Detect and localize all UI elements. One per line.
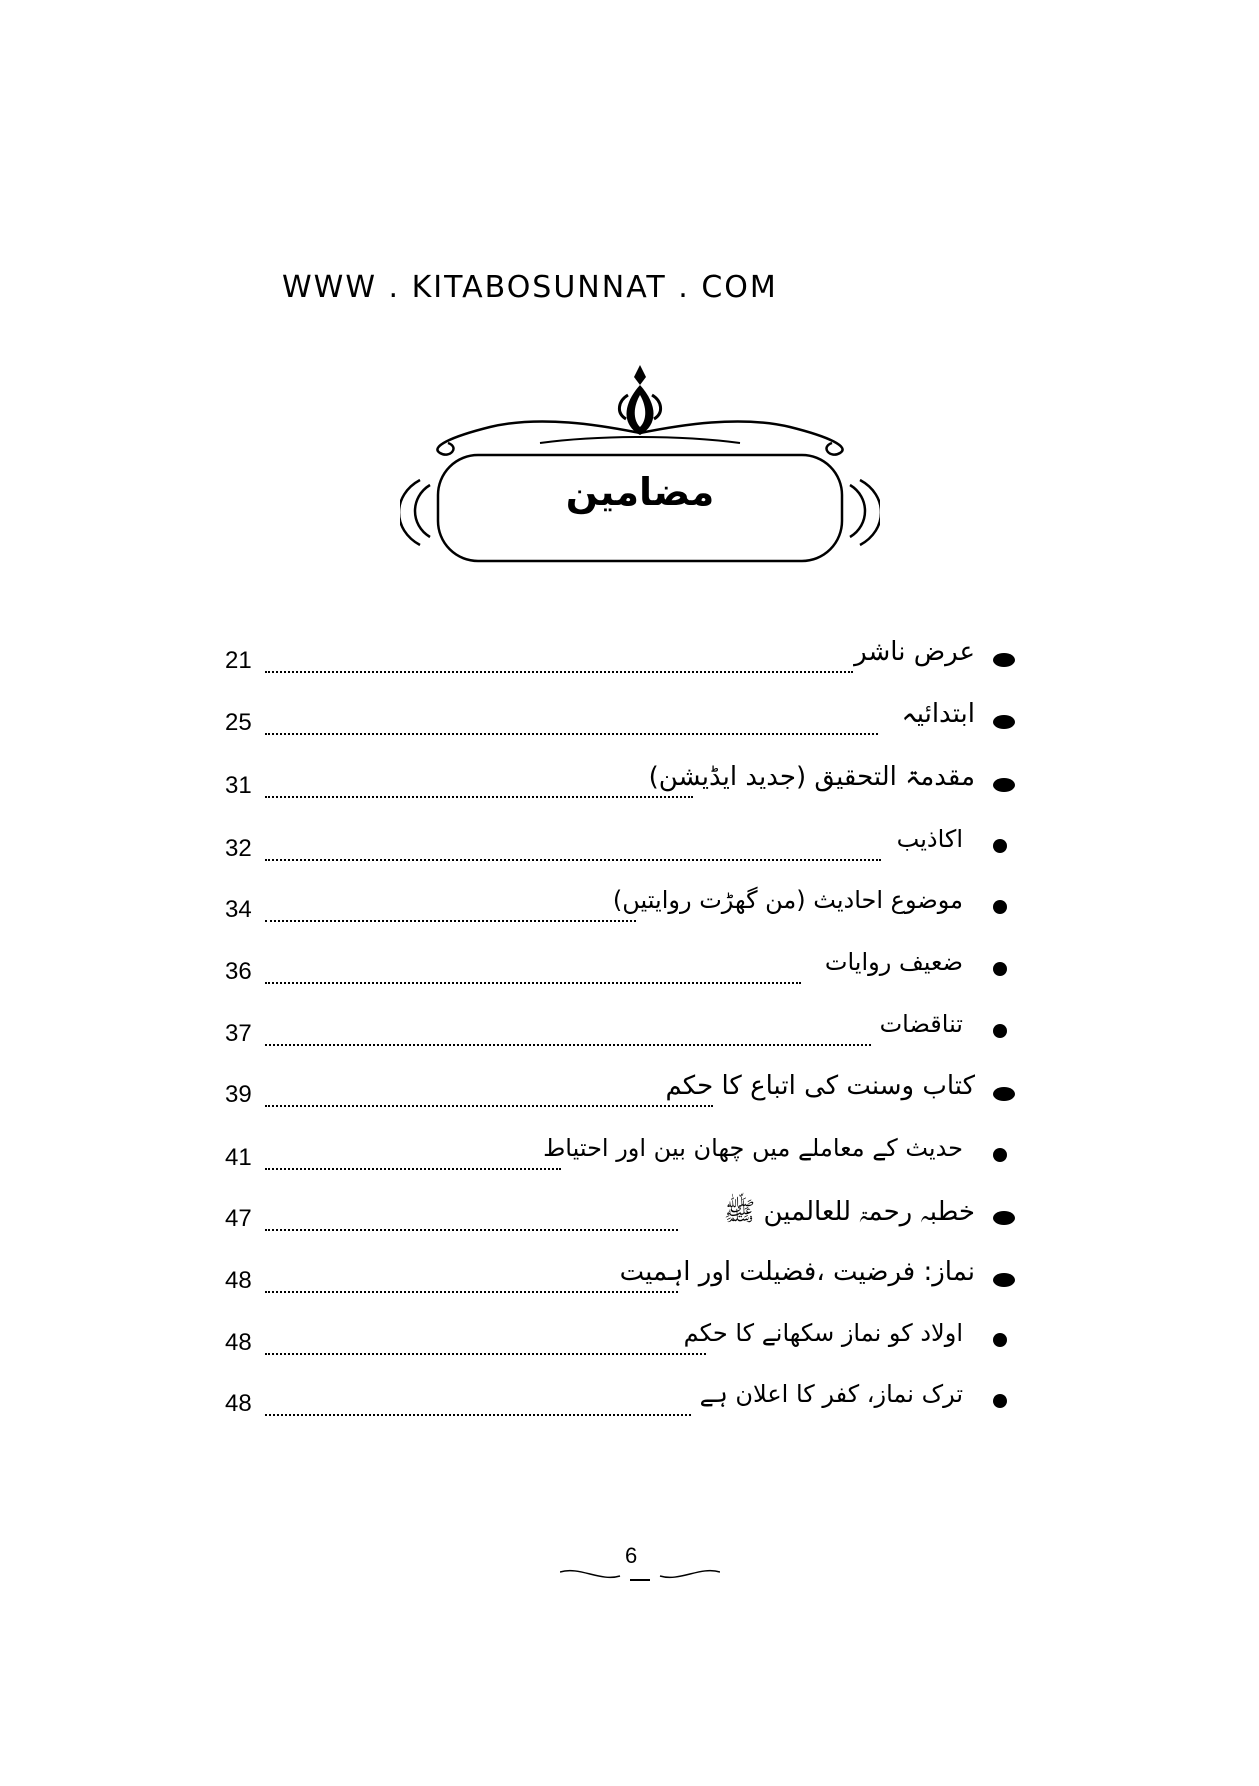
contents-heading: مضامین [565, 470, 715, 514]
toc-row [225, 1193, 1015, 1243]
bullet-icon [993, 1273, 1015, 1287]
dot-leader [265, 1085, 713, 1107]
bullet-icon [993, 1148, 1007, 1162]
dot-leader [265, 1394, 691, 1416]
toc-row [225, 760, 1015, 810]
toc-page-number: 34 [225, 896, 252, 923]
toc-page-number: 21 [225, 647, 252, 674]
toc-row [225, 1378, 1015, 1428]
footer-ornament [560, 1560, 720, 1590]
bullet-icon [993, 1333, 1007, 1347]
toc-title: ضعیف روایات [824, 948, 963, 976]
toc-title: عرض ناشر [854, 637, 975, 667]
toc-row [225, 635, 1015, 685]
bullet-icon [993, 962, 1007, 976]
dot-leader [265, 839, 881, 861]
dot-leader [265, 1024, 871, 1046]
bullet-icon [993, 653, 1015, 667]
dot-leader [265, 962, 801, 984]
toc-page-number: 48 [225, 1390, 252, 1417]
page-number: 6 [625, 1543, 638, 1568]
toc-page-number: 31 [225, 772, 252, 799]
dot-leader [265, 651, 853, 673]
bullet-icon [993, 1394, 1007, 1408]
toc-row [225, 1008, 1015, 1058]
toc-row [225, 823, 1015, 873]
toc-row [225, 884, 1015, 934]
bullet-icon [993, 1087, 1015, 1101]
toc-page-number: 47 [225, 1205, 252, 1232]
toc-title: تناقضات [879, 1010, 963, 1038]
toc-page-number: 25 [225, 709, 252, 736]
dot-leader [265, 1271, 678, 1293]
toc-page-number: 48 [225, 1267, 252, 1294]
dot-leader [265, 1148, 561, 1170]
toc-title: حدیث کے معاملے میں چھان بین اور احتیاط [543, 1134, 963, 1162]
toc-title: مقدمۃ التحقیق (جدید ایڈیشن) [648, 762, 975, 792]
toc-page-number: 36 [225, 958, 252, 985]
toc-row [225, 1132, 1015, 1182]
toc-page-number: 48 [225, 1329, 252, 1356]
toc-page-number: 32 [225, 835, 252, 862]
toc-title: موضوع احادیث (من گھڑت روایتیں) [612, 886, 963, 914]
bullet-icon [993, 1024, 1007, 1038]
toc-row [225, 946, 1015, 996]
bullet-icon [993, 778, 1015, 792]
bullet-icon [993, 715, 1015, 729]
toc-row [225, 1255, 1015, 1305]
toc-title: اولاد کو نماز سکھانے کا حکم [683, 1319, 963, 1347]
toc-row [225, 697, 1015, 747]
website-url: WWW . KITABOSUNNAT . COM [282, 270, 778, 305]
toc-page-number: 41 [225, 1144, 252, 1171]
toc-row [225, 1069, 1015, 1119]
toc-title: خطبہ رحمۃ للعالمین ﷺ [723, 1197, 975, 1227]
dot-leader [265, 1333, 706, 1355]
toc-title: اکاذیب [896, 825, 963, 853]
toc-title: ابتدائیہ [901, 699, 975, 729]
bullet-icon [993, 900, 1007, 914]
bullet-icon [993, 839, 1007, 853]
title-ornament [400, 355, 880, 565]
toc-page-number: 37 [225, 1020, 252, 1047]
toc-title: نماز: فرضیت ،فضیلت اور اہمیت [619, 1257, 975, 1287]
toc-page-number: 39 [225, 1081, 252, 1108]
toc-title: ترک نماز، کفر کا اعلان ہے [699, 1380, 963, 1408]
toc-title: کتاب وسنت کی اتباع کا حکم [665, 1071, 975, 1101]
dot-leader [265, 776, 693, 798]
dot-leader [265, 713, 878, 735]
bullet-icon [993, 1211, 1015, 1225]
toc-row [225, 1317, 1015, 1367]
dot-leader [265, 900, 636, 922]
dot-leader [265, 1209, 678, 1231]
